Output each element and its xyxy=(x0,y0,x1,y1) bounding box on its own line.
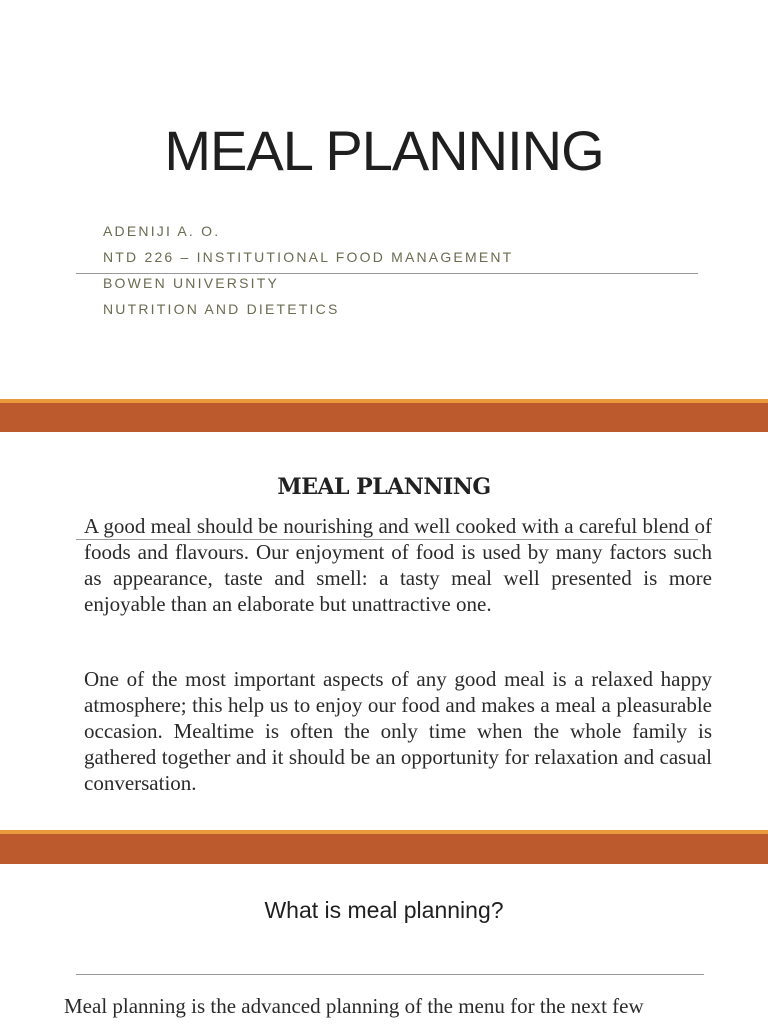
slide-meal-planning-paragraph-2: One of the most important aspects of any good meal is a relaxed happy atmosphere; this help us to enjoy our food and makes a meal a pleasurable occasion. Mealtime is often the only time when the whole family is gathered together and it should be an opportunity for relaxation and casual conversation. xyxy=(84,667,712,795)
slide-meal-planning-heading: MEAL PLANNING xyxy=(277,474,491,500)
subtitle-line-course: NTD 226 – INSTITUTIONAL FOOD MANAGEMENT xyxy=(103,249,514,265)
slide-what-is-meal-planning-heading: What is meal planning? xyxy=(264,897,504,923)
slide-title-subtitle-list xyxy=(103,218,513,322)
slide-meal-planning-paragraph-1: A good meal should be nourishing and well cooked with a careful blend of foods and flavours. Our enjoyment of food is used by many factors such as appearance, taste and smell: a tasty meal well presented is more enjoyable than an elaborate but unattractive one. xyxy=(84,514,712,616)
slide-what-is-meal-planning-divider-line xyxy=(76,974,704,975)
subtitle-line-department: NUTRITION AND DIETETICS xyxy=(103,301,340,317)
slide-divider-band-1 xyxy=(0,403,768,432)
subtitle-line-university: BOWEN UNIVERSITY xyxy=(103,275,279,291)
slide-what-is-meal-planning-paragraph: Meal planning is the advanced planning of the menu for the next few xyxy=(64,994,644,1018)
slide-divider-band-2 xyxy=(0,834,768,864)
slide-title-heading: MEAL PLANNING xyxy=(164,119,604,182)
subtitle-line-author: ADENIJI A. O. xyxy=(103,223,221,239)
slide-title-divider-line xyxy=(76,273,698,274)
